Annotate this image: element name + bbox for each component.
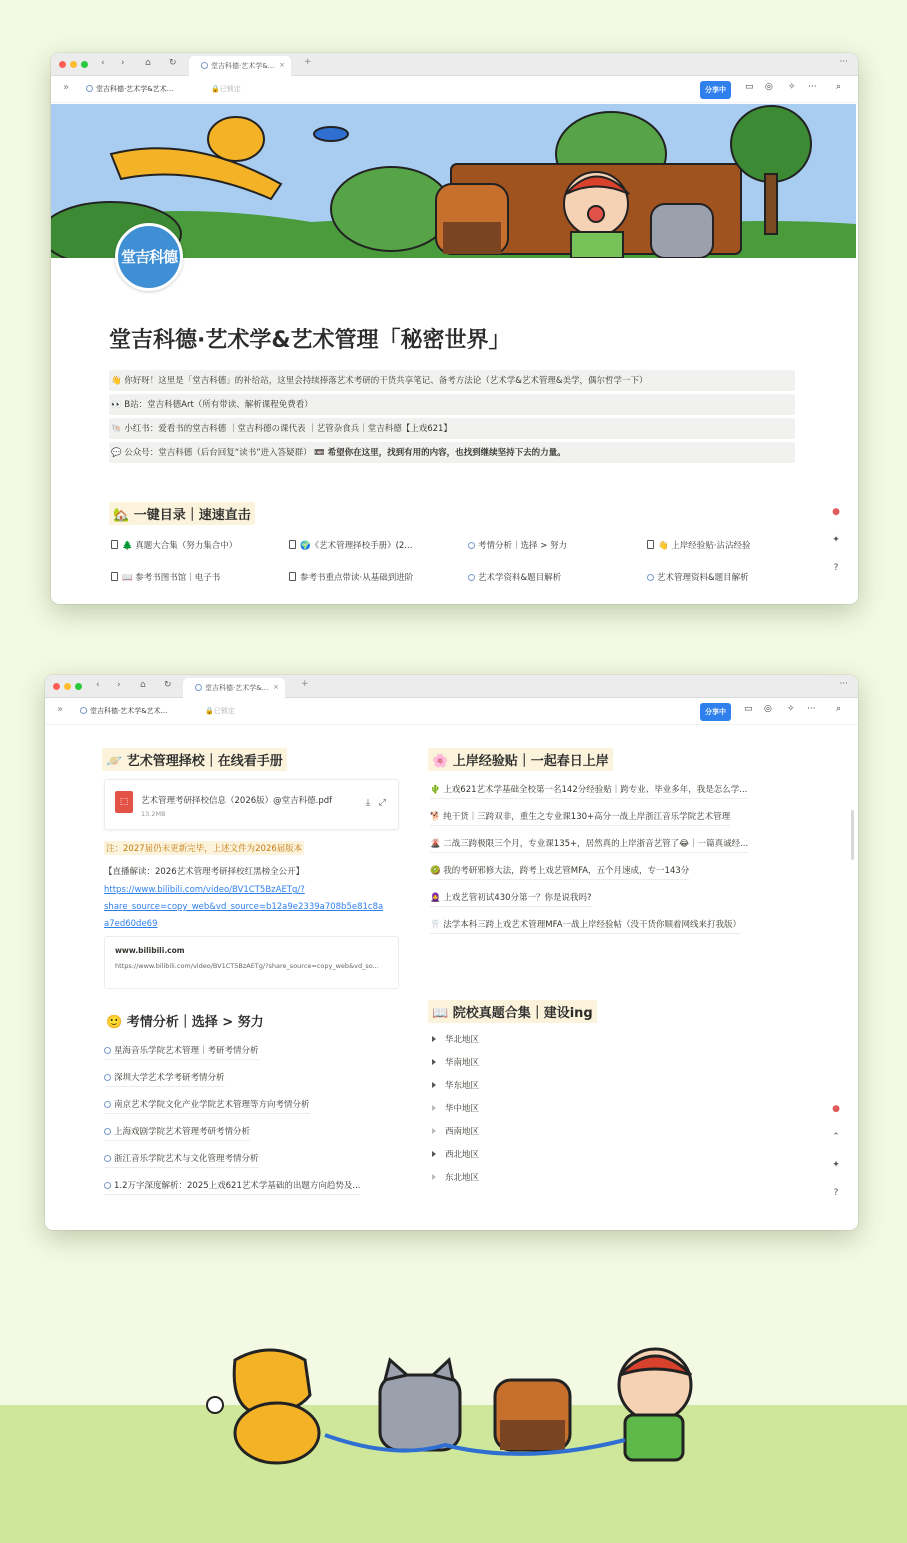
tab-active[interactable]: 堂吉科德·艺术学&... ×	[183, 678, 285, 698]
forward-icon[interactable]: ›	[121, 58, 125, 68]
more-options-icon[interactable]: ···	[808, 82, 817, 92]
list-item[interactable]: 🌋 二战三跨极限三个月，专业课135+，居然真的上岸浙音艺管了😂｜一篇真诚经...	[430, 837, 748, 853]
ai-sparkle-icon[interactable]: ✦	[832, 1160, 840, 1170]
globe-icon	[195, 684, 202, 691]
pdf-filename: 艺术管理考研择校信息（2026版）@堂吉科德.pdf	[141, 796, 333, 806]
tab-bar	[51, 53, 858, 76]
book-icon	[289, 572, 296, 581]
new-tab-icon[interactable]: +	[301, 679, 309, 689]
more-icon[interactable]: ···	[839, 679, 848, 689]
download-icon[interactable]: ⤓	[366, 798, 370, 808]
close-window-button[interactable]	[59, 61, 66, 68]
globe-icon	[201, 62, 208, 69]
magic-icon[interactable]: ✧	[787, 704, 795, 714]
pdf-size: 13.2MB	[141, 810, 166, 818]
locked-status: 🔒已锁定	[211, 85, 241, 93]
back-icon[interactable]: ‹	[101, 58, 105, 68]
alert-icon[interactable]: ●	[832, 1104, 840, 1114]
comment-icon[interactable]: ▭	[745, 82, 754, 92]
directory-item[interactable]: 参考书重点带读·从基础到进阶	[289, 571, 413, 583]
help-icon[interactable]: ?	[833, 563, 839, 573]
note-text: 注：2027届仍未更新完毕，上述文件为2026届版本	[104, 841, 304, 855]
caret-right-icon[interactable]	[432, 1151, 436, 1157]
toggle-item[interactable]: 华东地区	[432, 1079, 479, 1091]
directory-item[interactable]: 考情分析｜选择 > 努力	[468, 539, 567, 551]
toggle-item[interactable]: 西北地区	[432, 1148, 479, 1160]
link-bookmark[interactable]: www.bilibili.com https://www.bilibili.com/video/BV1CT5BzAETg/?share_source=copy_web&vd_so...	[104, 936, 399, 989]
scrollbar[interactable]	[851, 810, 854, 860]
more-options-icon[interactable]: ···	[807, 704, 816, 714]
tab-active[interactable]: 堂吉科德·艺术学&... ×	[189, 56, 291, 76]
list-item[interactable]: 🐕 纯干货｜三跨双非，重生之专业课130+高分一战上岸浙江音乐学院艺术管理	[430, 810, 730, 826]
ai-sparkle-icon[interactable]: ✦	[832, 535, 840, 545]
globe-icon	[80, 707, 87, 714]
page-icon	[111, 540, 118, 549]
directory-item[interactable]: 🌲 真题大合集（努力集合中）	[111, 539, 237, 551]
bilibili-link[interactable]: https://www.bilibili.com/video/BV1CT5BzAETg/? share_source=copy_web&vd_source=b12a9e2339a708b5e81c8a a7ed60de69	[104, 885, 384, 929]
globe-icon	[104, 1155, 111, 1162]
list-item[interactable]: 上海戏剧学院艺术管理考研考情分析	[104, 1125, 250, 1141]
new-tab-icon[interactable]: +	[304, 57, 312, 67]
sync-icon[interactable]: ◎	[765, 82, 773, 92]
minimize-window-button[interactable]	[64, 683, 71, 690]
directory-item[interactable]: 👋 上岸经验贴·沾沾经验	[647, 539, 751, 551]
globe-icon	[104, 1047, 111, 1054]
minimize-window-button[interactable]	[70, 61, 77, 68]
list-item[interactable]: 南京艺术学院文化产业学院艺术管理等方向考情分析	[104, 1098, 310, 1114]
globe-icon	[86, 85, 93, 92]
analysis-heading: 🙂 考情分析｜选择 > 努力	[106, 1015, 264, 1030]
list-item[interactable]: 星海音乐学院艺术管理｜考研考情分析	[104, 1044, 259, 1060]
mascot-illustration	[195, 1335, 715, 1470]
directory-item[interactable]: 🌍《艺术管理择校手册》(2...	[289, 539, 412, 551]
caret-right-icon[interactable]	[432, 1059, 436, 1065]
maximize-window-button[interactable]	[81, 61, 88, 68]
globe-icon	[104, 1101, 111, 1108]
directory-item[interactable]: 艺术管理资料&题目解析	[647, 571, 749, 583]
home-icon[interactable]: ⌂	[140, 680, 146, 690]
globe-icon	[104, 1182, 111, 1189]
caret-right-icon[interactable]	[432, 1036, 436, 1042]
sync-icon[interactable]: ◎	[764, 704, 772, 714]
magic-icon[interactable]: ✧	[788, 82, 796, 92]
close-tab-icon[interactable]: ×	[279, 61, 285, 69]
share-button[interactable]: 分享中	[700, 81, 731, 99]
toggle-item[interactable]: 华南地区	[432, 1056, 479, 1068]
tab-bar	[45, 675, 858, 698]
directory-item[interactable]: 📖 参考书图书馆｜电子书	[111, 571, 220, 583]
page-icon	[111, 572, 118, 581]
caret-right-icon[interactable]	[432, 1082, 436, 1088]
locked-status: 🔒已锁定	[205, 707, 235, 715]
experience-heading: 🌸 上岸经验贴｜一起春日上岸	[428, 748, 613, 771]
caret-right-icon[interactable]	[432, 1128, 436, 1134]
school-guide-heading: 🪐 艺术管理择校｜在线看手册	[102, 748, 287, 771]
reload-icon[interactable]: ↻	[169, 58, 177, 68]
breadcrumb[interactable]: 堂吉科德·艺术学&艺术...	[80, 706, 167, 716]
page-icon	[647, 540, 654, 549]
expand-icon[interactable]: ⤢	[378, 798, 386, 808]
toggle-item[interactable]: 华中地区	[432, 1102, 479, 1114]
list-item[interactable]: 深圳大学艺术学考研考情分析	[104, 1071, 225, 1087]
browser-window-top	[51, 53, 858, 604]
top-bar	[51, 76, 858, 103]
page-title: 堂吉科德·艺术学&艺术管理「秘密世界」	[109, 328, 511, 353]
directory-heading: 🏡 一键目录｜速速直击	[109, 502, 255, 525]
forward-icon[interactable]: ›	[117, 680, 121, 690]
callout-list	[109, 370, 795, 466]
exam-heading: 📖 院校真题合集｜建设ing	[428, 1000, 597, 1023]
close-tab-icon[interactable]: ×	[273, 683, 279, 691]
toggle-item[interactable]: 东北地区	[432, 1171, 479, 1183]
list-item[interactable]: 🌵 上戏621艺术学基础全校第一名142分经验贴｜跨专业、毕业多年，我是怎么学...	[430, 783, 747, 799]
globe-icon	[468, 542, 475, 549]
avatar: 堂吉科德	[115, 223, 183, 291]
home-icon[interactable]: ⌂	[145, 58, 151, 68]
pdf-attachment[interactable]	[104, 779, 399, 830]
list-item[interactable]: 🥝 我的考研邪修大法，跨考上戏艺管MFA，五个月速成，专一143分	[430, 864, 689, 880]
caret-right-icon[interactable]	[432, 1174, 436, 1180]
globe-icon	[104, 1128, 111, 1135]
close-window-button[interactable]	[53, 683, 60, 690]
breadcrumb[interactable]: 堂吉科德·艺术学&艺术...	[86, 84, 173, 94]
toggle-item[interactable]: 西南地区	[432, 1125, 479, 1137]
callout-wechat: 💬 公众号：堂吉科德（后台回复“读书”进入答疑群） 📼 希望你在这里，找到有用的内容，也找到继续坚持下去的力量。	[109, 442, 795, 463]
help-icon[interactable]: ?	[833, 1188, 839, 1198]
caret-right-icon[interactable]	[432, 1105, 436, 1111]
back-icon[interactable]: ‹	[96, 680, 100, 690]
list-item[interactable]: 🦷 法学本科三跨上戏艺术管理MFA一战上岸经验帖（没干货你顺着网线来打我版）	[430, 918, 741, 934]
callout-intro: 👋 你好呀！这里是「堂吉科德」的补给站，这里会持续捧落艺术考研的干货共享笔记、备考方法论（艺术学&艺术管理&美学，偶尔哲学一下）	[109, 370, 795, 391]
search-icon[interactable]: ⌕	[836, 704, 842, 714]
share-button[interactable]: 分享中	[700, 703, 731, 721]
browser-window-bottom	[45, 675, 858, 1230]
search-icon[interactable]: ⌕	[836, 82, 842, 92]
globe-icon	[468, 574, 475, 581]
live-title: 【直播解读：2026艺术管理考研择校红黑榜全公开】	[104, 867, 305, 877]
directory-item[interactable]: 艺术学资料&题目解析	[468, 571, 561, 583]
page-icon	[289, 540, 296, 549]
maximize-window-button[interactable]	[75, 683, 82, 690]
toggle-item[interactable]: 华北地区	[432, 1033, 479, 1045]
sidebar-expand-icon[interactable]: »	[63, 82, 70, 93]
more-icon[interactable]: ···	[839, 57, 848, 67]
top-bar	[45, 698, 858, 725]
sidebar-expand-icon[interactable]: »	[57, 704, 64, 715]
pdf-icon: ⬚	[115, 791, 133, 813]
reload-icon[interactable]: ↻	[164, 680, 172, 690]
comment-icon[interactable]: ▭	[744, 704, 753, 714]
alert-icon[interactable]: ●	[832, 507, 840, 517]
list-item[interactable]: 浙江音乐学院艺术与文化管理考情分析	[104, 1152, 259, 1168]
callout-bilibili: 👀 B站：堂吉科德Art（所有带读、解析课程免费看）	[109, 394, 795, 415]
globe-icon	[104, 1074, 111, 1081]
list-item[interactable]: 1.2万字深度解析：2025上戏621艺术学基础的出题方向趋势及...	[104, 1179, 360, 1195]
list-item[interactable]: 🧕 上戏艺管初试430分第一？你是说我吗?	[430, 891, 592, 907]
globe-icon	[647, 574, 654, 581]
scroll-up-icon[interactable]: ⌃	[832, 1132, 840, 1142]
callout-xiaohongshu: 🐚 小红书：爱看书的堂吉科德 ｜堂吉科德の课代表 ｜艺管杂食兵｜堂吉科德【上戏621】	[109, 418, 795, 439]
